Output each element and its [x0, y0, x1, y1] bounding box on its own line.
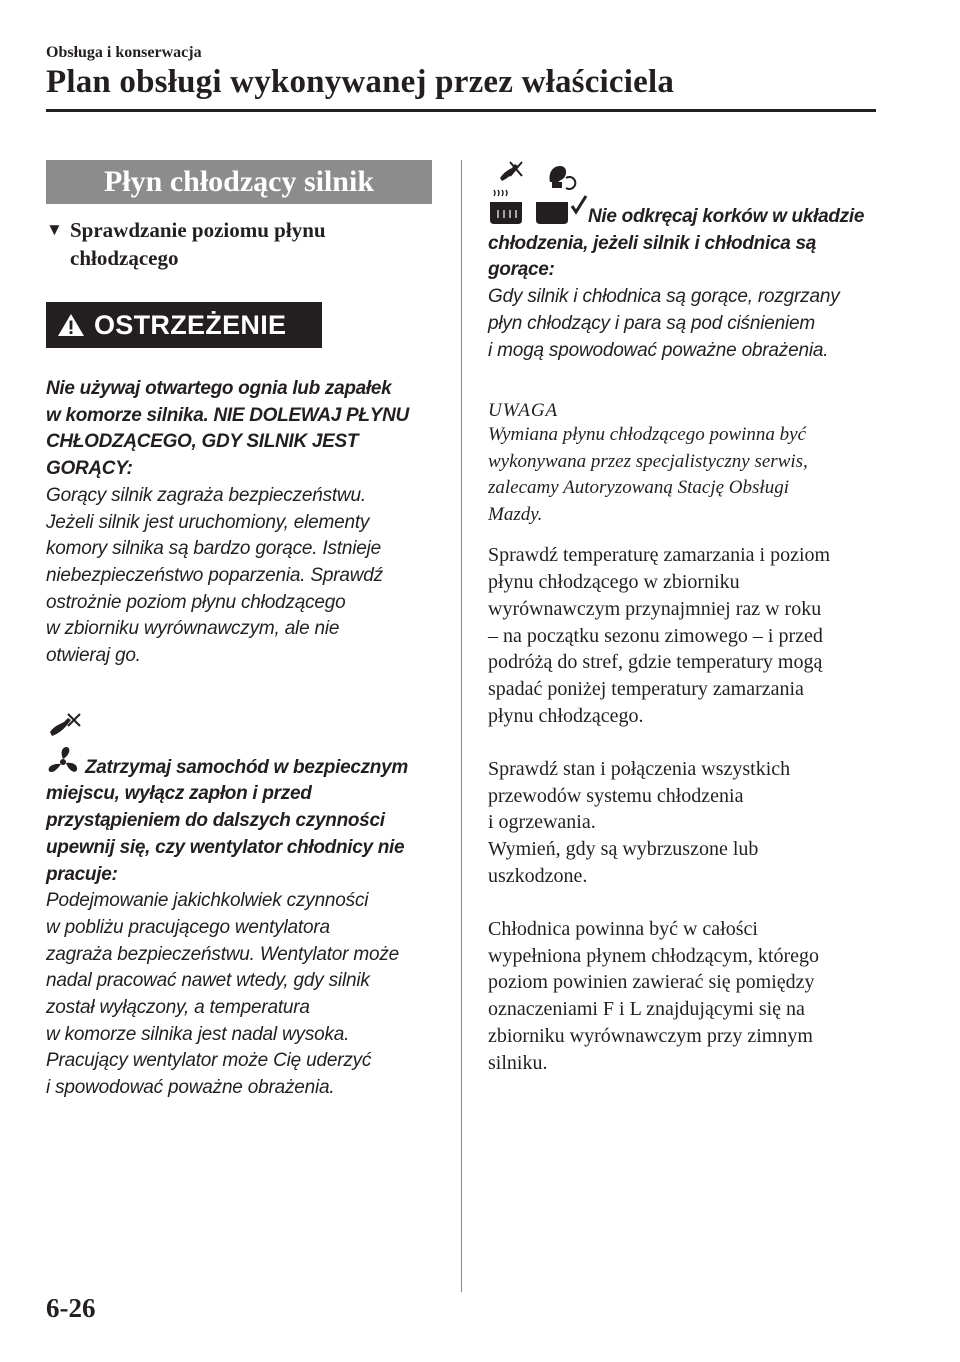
text-line: Chłodnica powinna być w całości — [488, 917, 758, 940]
text-line: zbiorniku wyrównawczym przy zimnym — [488, 1024, 813, 1047]
fan-icon — [46, 746, 80, 778]
text-line: spadać poniżej temperatury zamarzania — [488, 678, 804, 701]
text-line: nadal pracować nawet wtedy, gdy silnik — [46, 970, 370, 992]
text-line: przewodów systemu chłodzenia — [488, 784, 744, 807]
text-line: Gorący silnik zagraża bezpieczeństwu. — [46, 484, 366, 506]
warning-body-text — [46, 483, 436, 670]
note-title: UWAGA — [488, 400, 559, 422]
running-header-section: Obsługa i konserwacja — [46, 44, 202, 61]
text-line: chłodzenia, jeżeli silnik i chłodnica są — [488, 232, 816, 254]
warning-body-text — [488, 284, 888, 364]
text-line: otwieraj go. — [46, 645, 141, 667]
subheading — [46, 216, 436, 272]
warning-cooling-fan — [46, 710, 436, 1102]
text-line: w zbiorniku wyrównawczym, ale nie — [46, 618, 340, 640]
text-line: płynu chłodzącego. — [488, 705, 644, 727]
text-line: oznaczeniami F i L znajdującymi się na — [488, 998, 805, 1021]
text-line: gorące: — [488, 259, 555, 281]
text-line: komory silnika są bardzo gorące. Istnieje — [46, 538, 382, 560]
warning-hot-radiator — [488, 160, 888, 364]
subheading-line: chłodzącego — [70, 246, 179, 270]
text-line: i ogrzewania. — [488, 811, 596, 834]
text-line: w komorze silnika. NIE DOLEWAJ PŁYNU — [46, 404, 409, 426]
warning-label: OSTRZEŻENIE — [94, 309, 287, 340]
text-line: płynu chłodzącego w zbiorniku — [488, 571, 740, 594]
text-line: podróżą do stref, gdzie temperatury mogą — [488, 651, 823, 674]
text-line: Gdy silnik i chłodnica są gorące, rozgrzany — [488, 286, 840, 308]
text-line: i mogą spowodować poważne obrażenia. — [488, 339, 829, 361]
header-rule — [46, 109, 876, 112]
subheading-text — [70, 216, 326, 272]
text-line: w pobliżu pracującego wentylatora — [46, 916, 330, 938]
right-column — [488, 160, 888, 1077]
text-line: wykonywana przez specjalistyczny serwis, — [488, 450, 808, 472]
warning-badge — [46, 302, 322, 348]
text-line: Nie odkręcaj korków w układzie — [588, 206, 865, 227]
text-line: ostrożnie poziom płynu chłodzącego — [46, 591, 346, 613]
text-line: i spowodować poważne obrażenia. — [46, 1077, 335, 1099]
text-line: w komorze silnika jest nadal wysoka. — [46, 1023, 350, 1045]
warning-triangle-icon — [56, 312, 86, 338]
paragraph-check-temperature — [488, 542, 888, 730]
section-banner: Płyn chłodzący silnik — [46, 160, 432, 204]
text-line: Zatrzymaj samochód w bezpiecznym — [84, 756, 408, 778]
text-line: płyn chłodzący i para są pod ciśnieniem — [488, 312, 815, 334]
text-line: zalecamy Autoryzowaną Stację Obsługi — [488, 477, 789, 499]
text-line: niebezpieczeństwo poparzenia. Sprawdź — [46, 564, 383, 586]
text-line: – na początku sezonu zimowego – i przed — [488, 624, 823, 647]
warning-bold-text — [46, 746, 436, 889]
text-line: Sprawdź stan i połączenia wszystkich — [488, 757, 791, 780]
left-column — [46, 160, 436, 1102]
paragraph-check-hoses — [488, 756, 888, 890]
text-line: Podejmowanie jakichkolwiek czynności — [46, 890, 369, 912]
text-line: uszkodzone. — [488, 864, 588, 887]
warning-bold-text — [46, 376, 436, 483]
text-line: Mazdy. — [488, 503, 543, 525]
text-line: Sprawdź temperaturę zamarzania i poziom — [488, 544, 831, 567]
text-line: pracuje: — [46, 863, 118, 885]
text-line: przystąpieniem do dalszych czynności — [46, 810, 385, 832]
text-line: poziom powinien zawierać się pomiędzy — [488, 971, 815, 994]
subheading-line: Sprawdzanie poziomu płynu — [70, 218, 326, 242]
text-line: Wymiana płynu chłodzącego powinna być — [488, 424, 807, 446]
text-line: Nie używaj otwartego ognia lub zapałek — [46, 378, 392, 399]
page-number: 6-26 — [46, 1293, 96, 1323]
warning-body-text — [46, 888, 436, 1102]
text-line: został wyłączony, a temperatura — [46, 997, 310, 1019]
text-line: miejscu, wyłącz zapłon i przed — [46, 783, 312, 805]
triangle-bullet-icon: ▼ — [46, 220, 63, 239]
text-line: Pracujący wentylator może Cię uderzyć — [46, 1050, 372, 1072]
text-line: wypełniona płynem chłodzącym, którego — [488, 944, 820, 967]
paragraph-radiator-fill — [488, 916, 888, 1077]
text-line: upewnij się, czy wentylator chłodnicy nie — [46, 836, 405, 858]
page-title: Plan obsługi wykonywanej przez właściciela — [46, 64, 675, 100]
no-hand-tool-icon — [46, 710, 86, 740]
text-line: silniku. — [488, 1051, 548, 1074]
column-divider — [461, 160, 462, 1292]
text-line: Jeżeli silnik jest uruchomiony, elementy — [46, 511, 370, 533]
note-box — [488, 400, 888, 528]
warning-open-flame — [46, 376, 436, 670]
text-line: zagraża bezpieczeństwu. Wentylator może — [46, 943, 400, 965]
warning-bold-text — [488, 204, 888, 284]
text-line: Wymień, gdy są wybrzuszone lub — [488, 838, 759, 861]
text-line: CHŁODZĄCEGO, GDY SILNIK JEST GORĄCY: — [46, 431, 359, 480]
text-line: wyrównawczym przynajmniej raz w roku — [488, 597, 822, 620]
note-body — [488, 422, 888, 528]
